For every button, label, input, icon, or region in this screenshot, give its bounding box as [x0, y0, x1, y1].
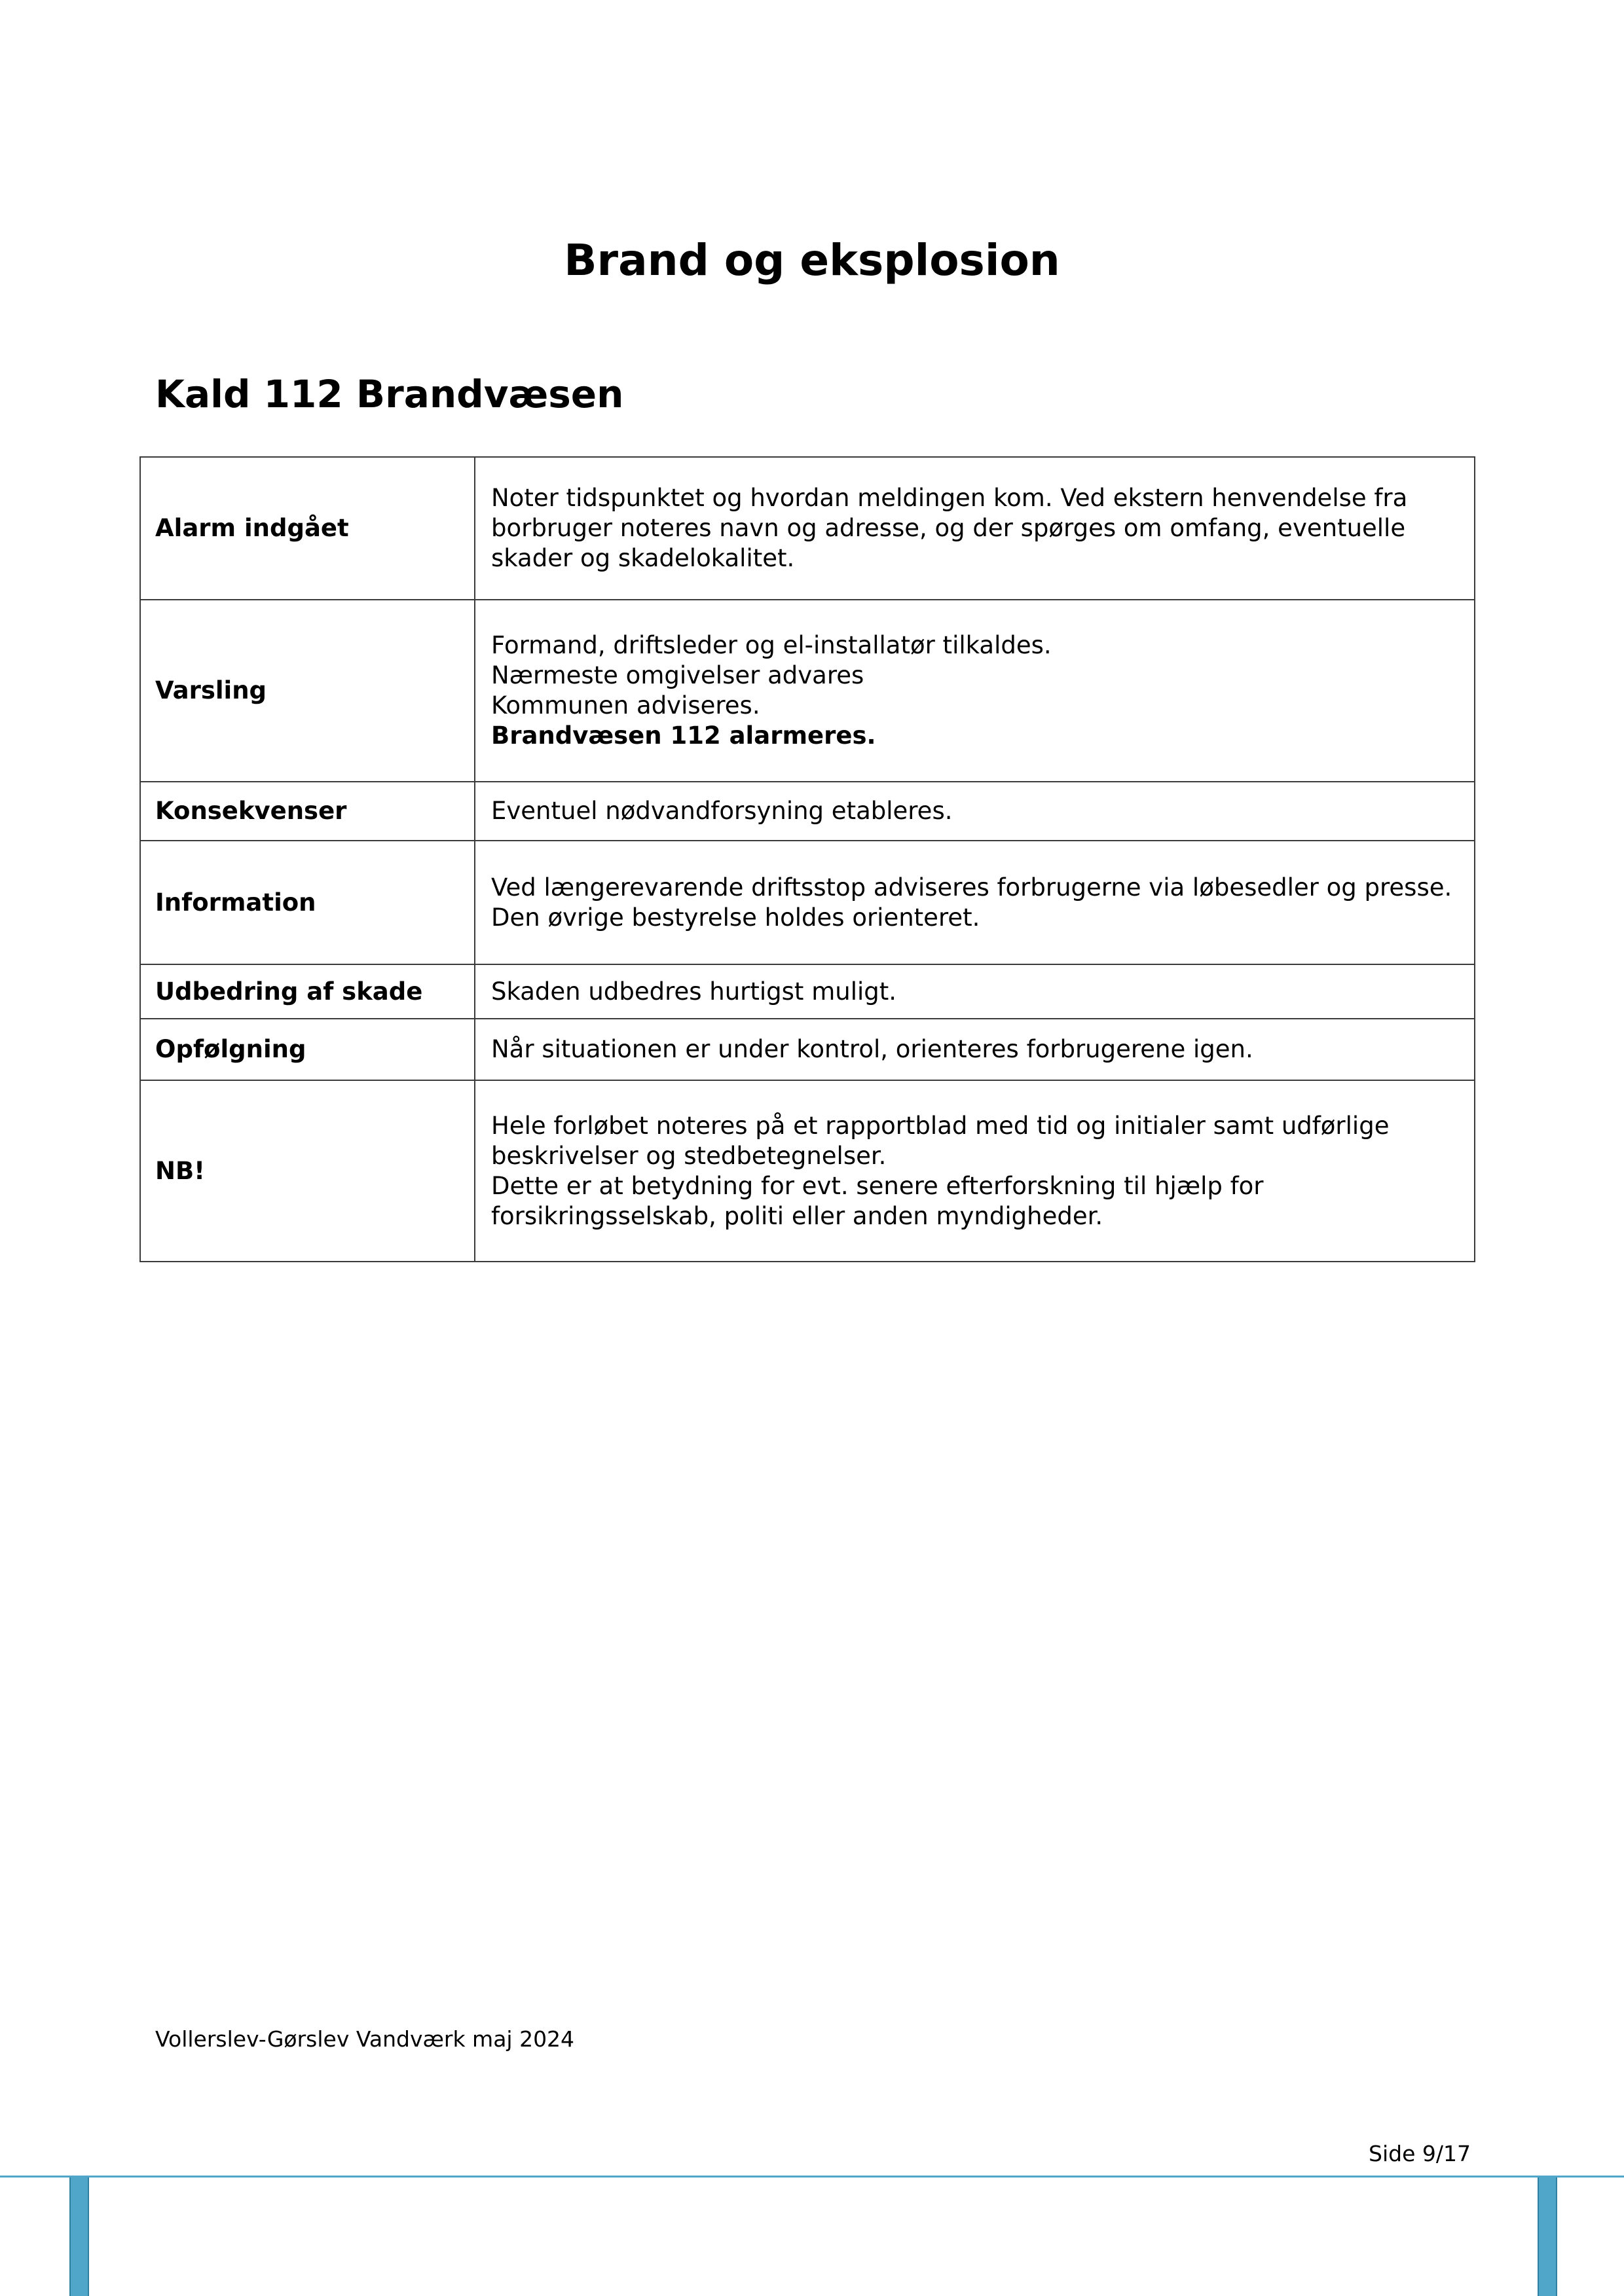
row-description — [475, 782, 1475, 841]
description-line: Formand, driftsleder og el-installatør tilkaldes. — [491, 631, 1052, 659]
row-label: Alarm indgået — [140, 457, 475, 600]
row-label: Udbedring af skade — [140, 964, 475, 1019]
table-row-information — [140, 841, 1475, 964]
row-label: Information — [140, 841, 475, 964]
row-description — [475, 841, 1475, 964]
footer-decoration-right — [1538, 2178, 1557, 2296]
row-description — [475, 600, 1475, 782]
row-label: Opfølgning — [140, 1019, 475, 1080]
row-label: NB! — [140, 1080, 475, 1262]
row-description — [475, 964, 1475, 1019]
page-number: Side 9/17 — [1369, 2141, 1471, 2166]
row-description — [475, 1080, 1475, 1262]
description-line: Nærmeste omgivelser advares — [491, 661, 864, 689]
footer-decoration-left — [69, 2178, 89, 2296]
description-line: Eventuel nødvandforsyning etableres. — [491, 797, 953, 825]
description-line: skader og skadelokalitet. — [491, 544, 795, 572]
table-row-nb — [140, 1080, 1475, 1262]
row-description — [475, 457, 1475, 600]
description-line: borbruger noteres navn og adresse, og der spørges om omfang, eventuelle — [491, 514, 1406, 542]
table-row-opfolgning — [140, 1019, 1475, 1080]
table-row-alarm — [140, 457, 1475, 600]
section-heading: Kald 112 Brandvæsen — [155, 372, 624, 416]
description-line: Kommunen adviseres. — [491, 691, 760, 720]
row-description — [475, 1019, 1475, 1080]
footer-divider — [0, 2176, 1624, 2178]
description-line: Ved længerevarende driftsstop adviseres forbrugerne via løbesedler og presse. — [491, 873, 1452, 902]
description-line: forsikringsselskab, politi eller anden myndigheder. — [491, 1201, 1103, 1230]
description-line: Når situationen er under kontrol, orienteres forbrugerene igen. — [491, 1035, 1253, 1063]
table-row-udbedring — [140, 964, 1475, 1019]
description-line: Dette er at betydning for evt. senere efterforskning til hjælp for — [491, 1171, 1264, 1200]
page-title: Brand og eksplosion — [564, 235, 1060, 285]
description-line: Den øvrige bestyrelse holdes orienteret. — [491, 903, 980, 932]
footer-text: Vollerslev-Gørslev Vandværk maj 2024 — [155, 2026, 575, 2052]
emergency-procedure-table — [139, 456, 1475, 1262]
description-line: Noter tidspunktet og hvordan meldingen kom. Ved ekstern henvendelse fra — [491, 484, 1408, 512]
row-label: Konsekvenser — [140, 782, 475, 841]
description-line: beskrivelser og stedbetegnelser. — [491, 1141, 887, 1170]
description-line-emphasis: Brandvæsen 112 alarmeres. — [491, 721, 876, 750]
description-line: Hele forløbet noteres på et rapportblad med tid og initialer samt udførlige — [491, 1111, 1390, 1140]
table-row-konsekvenser — [140, 782, 1475, 841]
description-line: Skaden udbedres hurtigst muligt. — [491, 977, 897, 1006]
table-row-varsling — [140, 600, 1475, 782]
row-label: Varsling — [140, 600, 475, 782]
